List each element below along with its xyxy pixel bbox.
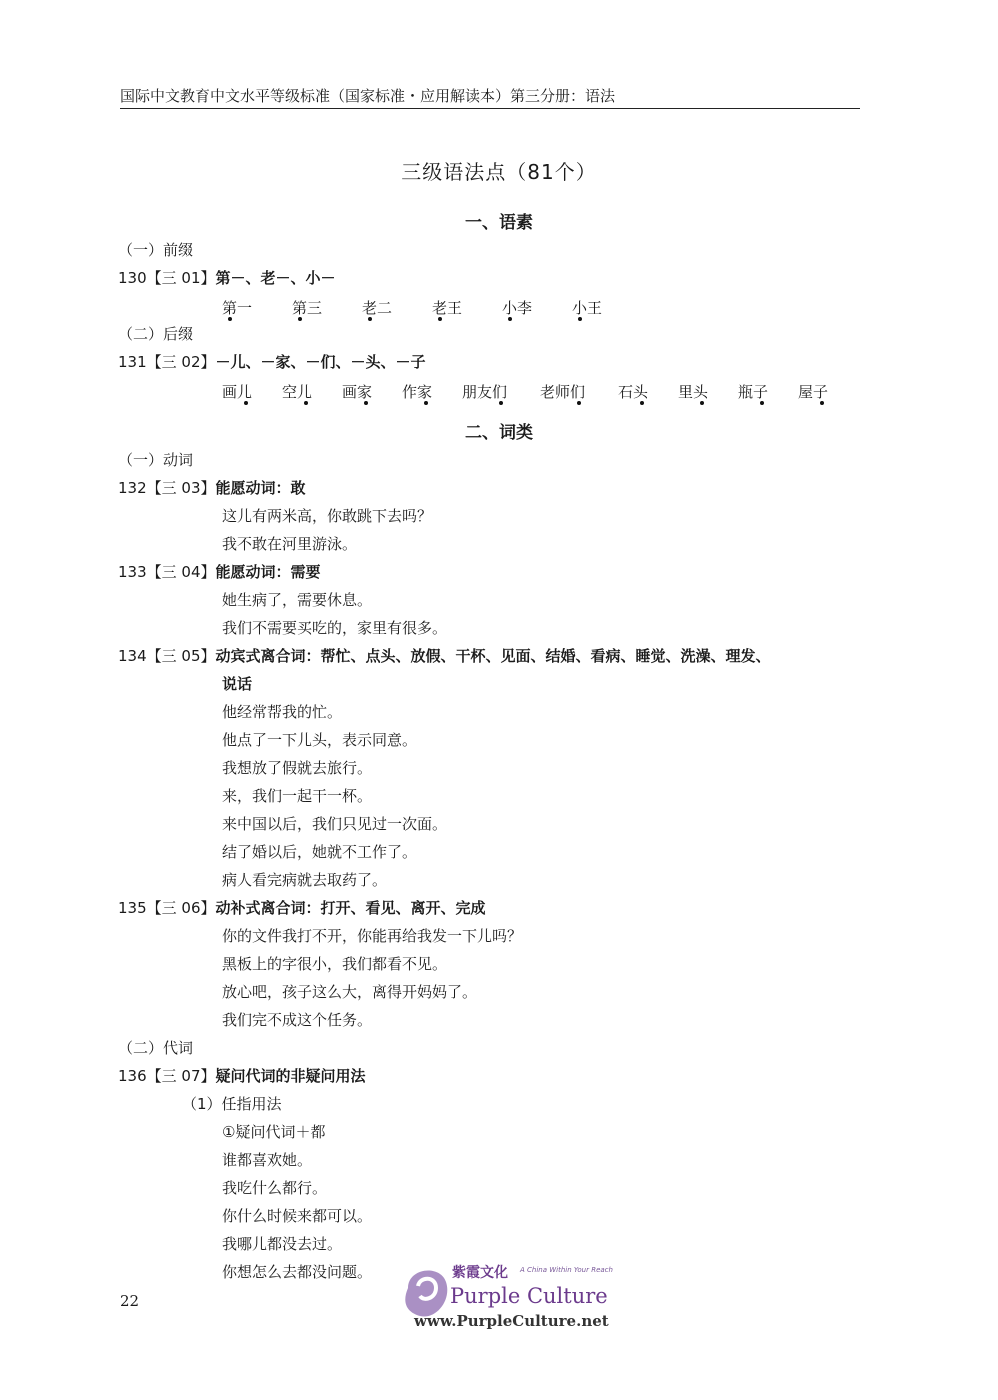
example-word: 第一 (222, 299, 253, 317)
example-word: 里头 (678, 383, 709, 401)
emphasis-dot (304, 401, 308, 405)
item-title: 第－、老－、小－ (215, 269, 336, 287)
page-number: 22 (120, 1292, 140, 1310)
example-word: 老王 (432, 299, 463, 317)
emphasis-dot (364, 401, 368, 405)
grammar-item-134 (118, 646, 771, 666)
example-word: 瓶子 (738, 383, 769, 401)
item-title: 动宾式离合词：帮忙、点头、放假、干杯、见面、结婚、看病、睡觉、洗澡、理发、 (215, 647, 771, 665)
grammar-item-136 (118, 1066, 366, 1086)
section-heading-morphemes: 一、语素 (465, 213, 533, 233)
grammar-item-132 (118, 478, 306, 498)
example-sentence: 病人看完病就去取药了。 (222, 871, 388, 889)
item-number: 133【三 04】 (118, 563, 216, 581)
item-number: 131【三 02】 (118, 353, 216, 371)
section-heading-word-classes: 二、词类 (465, 423, 533, 443)
emphasis-dot (228, 317, 232, 321)
item-number: 135【三 06】 (118, 899, 216, 917)
item-title-continuation: 说话 (222, 675, 253, 693)
example-sentence: 他点了一下儿头，表示同意。 (222, 731, 418, 749)
emphasis-dot (760, 401, 764, 405)
watermark-url: www.PurpleCulture.net (414, 1312, 609, 1330)
example-word: 空儿 (282, 383, 313, 401)
example-sentence: 来中国以后，我们只见过一次面。 (222, 815, 448, 833)
watermark-brand: Purple Culture (450, 1284, 608, 1308)
example-sentence: 放心吧，孩子这么大，离得开妈妈了。 (222, 983, 478, 1001)
example-sentence: 她生病了，需要休息。 (222, 591, 373, 609)
grammar-item-133 (118, 562, 321, 582)
example-sentence: 谁都喜欢她。 (222, 1151, 313, 1169)
watermark-tagline: A China Within Your Reach (520, 1266, 613, 1274)
example-word: 老二 (362, 299, 393, 317)
example-sentence: 我哪儿都没去过。 (222, 1235, 343, 1253)
example-sentence: 这儿有两米高，你敢跳下去吗？ (222, 507, 433, 525)
grammar-item-131 (118, 352, 426, 372)
item-number: 136【三 07】 (118, 1067, 216, 1085)
emphasis-dot (424, 401, 428, 405)
example-sentence: 我们不需要买吃的，家里有很多。 (222, 619, 448, 637)
example-sentence: 我吃什么都行。 (222, 1179, 328, 1197)
emphasis-dot (244, 401, 248, 405)
example-word: 第三 (292, 299, 323, 317)
emphasis-dot (577, 401, 581, 405)
usage-pattern: ①疑问代词＋都 (222, 1123, 326, 1141)
example-word: 老师们 (540, 383, 586, 401)
item-number: 134【三 05】 (118, 647, 216, 665)
grammar-item-135 (118, 898, 486, 918)
emphasis-dot (640, 401, 644, 405)
emphasis-dot (700, 401, 704, 405)
running-header: 国际中文教育中文水平等级标准（国家标准・应用解读本）第三分册：语法 (120, 86, 860, 109)
example-sentence: 你什么时候来都可以。 (222, 1207, 373, 1225)
example-sentence: 你想怎么去都没问题。 (222, 1263, 373, 1281)
example-word: 画儿 (222, 383, 253, 401)
item-title: 能愿动词：需要 (215, 563, 321, 581)
example-word: 朋友们 (462, 383, 508, 401)
example-sentence: 结了婚以后，她就不工作了。 (222, 843, 418, 861)
item-number: 130【三 01】 (118, 269, 216, 287)
emphasis-dot (499, 401, 503, 405)
example-sentence: 我想放了假就去旅行。 (222, 759, 373, 777)
subsection-prefix: （一）前缀 (118, 241, 194, 259)
item-title: －儿、－家、－们、－头、－子 (215, 353, 426, 371)
example-sentence: 你的文件我打不开，你能再给我发一下儿吗？ (222, 927, 523, 945)
emphasis-dot (368, 317, 372, 321)
example-sentence: 来，我们一起干一杯。 (222, 787, 373, 805)
usage-subheading: （1）任指用法 (182, 1095, 282, 1113)
example-word: 小王 (572, 299, 603, 317)
item-title: 动补式离合词：打开、看见、离开、完成 (215, 899, 486, 917)
emphasis-dot (508, 317, 512, 321)
item-number: 132【三 03】 (118, 479, 216, 497)
item-title: 疑问代词的非疑问用法 (215, 1067, 366, 1085)
example-word: 作家 (402, 383, 433, 401)
emphasis-dot (578, 317, 582, 321)
emphasis-dot (438, 317, 442, 321)
grammar-item-130 (118, 268, 336, 288)
watermark-cn: 紫霞文化 (452, 1265, 508, 1281)
example-sentence: 他经常帮我的忙。 (222, 703, 343, 721)
item-title: 能愿动词：敢 (215, 479, 306, 497)
subsection-verbs: （一）动词 (118, 451, 194, 469)
example-sentence: 我不敢在河里游泳。 (222, 535, 358, 553)
example-word: 石头 (618, 383, 649, 401)
example-sentence: 我们完不成这个任务。 (222, 1011, 373, 1029)
subsection-suffix: （二）后缀 (118, 325, 194, 343)
example-word: 小李 (502, 299, 533, 317)
example-word: 屋子 (798, 383, 829, 401)
emphasis-dot (820, 401, 824, 405)
emphasis-dot (298, 317, 302, 321)
subsection-pronouns: （二）代词 (118, 1039, 194, 1057)
page-title: 三级语法点（81个） (401, 160, 597, 184)
example-word: 画家 (342, 383, 373, 401)
example-sentence: 黑板上的字很小，我们都看不见。 (222, 955, 448, 973)
